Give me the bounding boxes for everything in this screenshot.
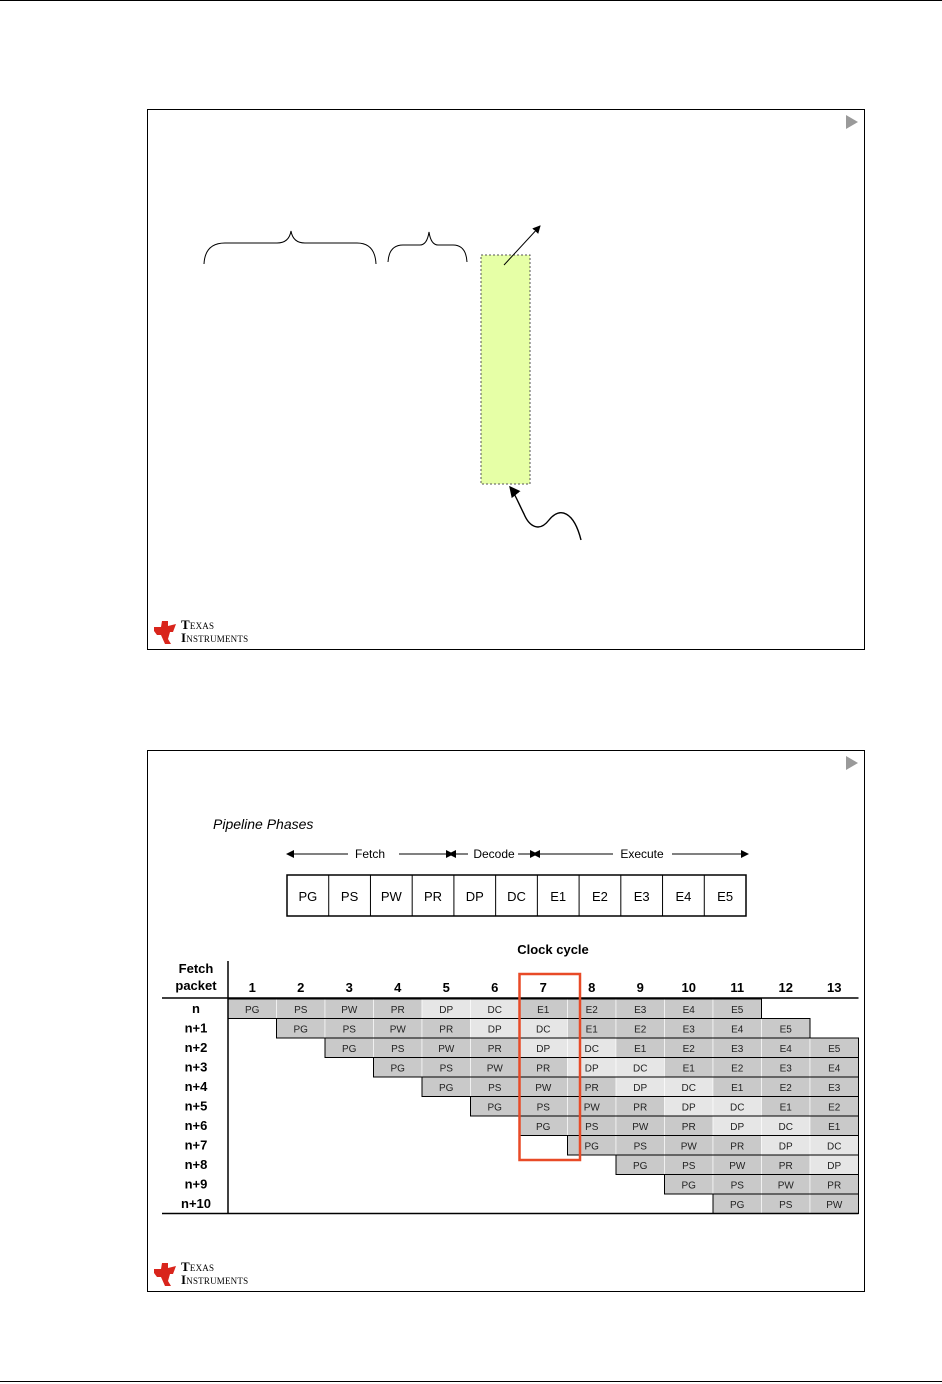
stage-label-pg: PG <box>487 1102 502 1114</box>
cycle-header-4: 4 <box>394 980 402 995</box>
packet-row-n+6 <box>519 1116 859 1136</box>
stage-label-dp: DP <box>681 1102 696 1114</box>
stage-label-ps: PS <box>294 1005 308 1016</box>
packet-row-n+10 <box>713 1194 859 1214</box>
packet-label-n+2: n+2 <box>184 1040 208 1055</box>
stage-label-ps: PS <box>536 1102 550 1114</box>
stage-label-pw: PW <box>486 1063 503 1075</box>
stage-label-pw: PW <box>729 1161 746 1172</box>
stage-label-pw: PW <box>535 1083 552 1094</box>
phase-pw: PW <box>380 889 402 904</box>
packet-row-n <box>228 999 762 1019</box>
stage-label-dc: DC <box>487 1005 502 1016</box>
stage-label-pr: PR <box>633 1102 648 1114</box>
packet-label-n+8: n+8 <box>184 1157 208 1172</box>
phase-pg: PG <box>298 889 318 904</box>
stage-label-pw: PW <box>826 1200 843 1211</box>
stage-label-ps: PS <box>730 1180 744 1192</box>
stage-label-pw: PW <box>777 1180 794 1192</box>
phase-e4: E4 <box>675 889 692 904</box>
cycle-header-9: 9 <box>636 980 644 995</box>
stage-label-e1: E1 <box>828 1122 841 1133</box>
row-header-fetch: Fetch <box>178 961 214 976</box>
cycle-header-5: 5 <box>442 980 450 995</box>
stage-label-pg: PG <box>681 1180 696 1192</box>
stage-label-dp: DP <box>827 1161 842 1172</box>
stage-label-pg: PG <box>536 1122 551 1133</box>
phase-e1: E1 <box>550 889 567 904</box>
phase-dp: DP <box>465 889 484 904</box>
stage-label-pr: PR <box>681 1122 696 1133</box>
group-label-decode: Decode <box>473 847 515 861</box>
stage-label-dc: DC <box>681 1083 696 1094</box>
phase-ps: PS <box>340 889 359 904</box>
packet-label-n+4: n+4 <box>184 1079 208 1094</box>
stage-label-e2: E2 <box>634 1024 647 1036</box>
stage-label-dc: DC <box>536 1024 551 1036</box>
packet-label-n: n <box>192 1001 200 1016</box>
stage-label-pg: PG <box>584 1141 599 1153</box>
stage-label-e1: E1 <box>682 1063 695 1075</box>
stage-label-e4: E4 <box>828 1063 841 1075</box>
decode-brace <box>388 232 467 262</box>
packet-label-n+5: n+5 <box>184 1098 208 1114</box>
cycle-header-11: 11 <box>730 980 745 995</box>
packet-label-n+10: n+10 <box>181 1196 211 1211</box>
stage-label-e2: E2 <box>731 1063 744 1075</box>
ti-logo <box>151 1258 269 1288</box>
stage-label-e1: E1 <box>634 1044 647 1055</box>
stage-label-ps: PS <box>585 1122 599 1133</box>
stage-label-dp: DP <box>633 1083 648 1094</box>
highlight-column <box>481 255 530 484</box>
stage-label-e3: E3 <box>731 1044 744 1055</box>
stage-label-pw: PW <box>438 1044 455 1055</box>
stage-label-pw: PW <box>583 1102 600 1114</box>
stage-label-dp: DP <box>584 1063 599 1075</box>
stage-label-pr: PR <box>730 1141 745 1153</box>
cycle-header-10: 10 <box>681 980 696 995</box>
stage-label-dp: DP <box>778 1141 793 1153</box>
cycle-header-8: 8 <box>588 980 596 995</box>
packet-label-n+6: n+6 <box>184 1118 208 1133</box>
phase-e5: E5 <box>717 889 734 904</box>
stage-label-pw: PW <box>632 1122 649 1133</box>
stage-label-pr: PR <box>778 1161 793 1172</box>
stage-label-ps: PS <box>682 1161 696 1172</box>
page-top-rule <box>0 0 942 1</box>
phase-e3: E3 <box>633 889 650 904</box>
cycle-header-3: 3 <box>345 980 353 995</box>
stage-label-e3: E3 <box>828 1083 841 1094</box>
page-bottom-rule <box>0 1381 942 1382</box>
phase-strip <box>287 875 746 916</box>
group-label-execute: Execute <box>620 847 664 861</box>
packet-row-n+3 <box>374 1058 859 1078</box>
stage-label-dc: DC <box>778 1122 793 1133</box>
stage-label-e5: E5 <box>828 1044 841 1055</box>
packet-row-n+8 <box>616 1155 859 1175</box>
stage-label-e4: E4 <box>682 1005 695 1016</box>
stage-label-dp: DP <box>536 1044 551 1055</box>
stage-label-ps: PS <box>633 1141 647 1153</box>
pipeline-diagram <box>148 751 866 1293</box>
slide-1-diagram <box>148 110 866 651</box>
stage-label-ps: PS <box>391 1044 405 1055</box>
stage-label-pw: PW <box>389 1024 406 1036</box>
stage-label-pg: PG <box>390 1063 405 1075</box>
stage-label-pg: PG <box>633 1161 648 1172</box>
stage-label-pg: PG <box>245 1005 260 1016</box>
stage-label-pg: PG <box>293 1024 308 1036</box>
packet-label-n+1: n+1 <box>184 1020 208 1036</box>
packet-label-n+3: n+3 <box>184 1059 208 1075</box>
stage-label-e2: E2 <box>682 1044 695 1055</box>
packet-row-n+9 <box>665 1175 859 1195</box>
stage-label-pw: PW <box>680 1141 697 1153</box>
stage-label-pr: PR <box>487 1044 502 1055</box>
stage-label-pr: PR <box>584 1083 599 1094</box>
stage-label-pr: PR <box>390 1005 405 1016</box>
ti-logo-icon <box>151 1260 179 1288</box>
stage-label-dc: DC <box>633 1063 648 1075</box>
stage-label-dc: DC <box>827 1141 842 1153</box>
ti-logo <box>151 616 269 646</box>
stage-label-ps: PS <box>342 1024 356 1036</box>
stage-label-e3: E3 <box>634 1005 647 1016</box>
stage-label-ps: PS <box>779 1200 793 1211</box>
ti-logo-icon <box>151 618 179 646</box>
stage-label-e1: E1 <box>537 1005 550 1016</box>
wavy-pointer <box>510 487 581 540</box>
stage-label-e1: E1 <box>731 1083 744 1094</box>
stage-label-ps: PS <box>488 1083 502 1094</box>
phase-e2: E2 <box>592 889 608 904</box>
stage-label-dc: DC <box>584 1044 599 1055</box>
stage-label-e3: E3 <box>779 1063 792 1075</box>
stage-label-e2: E2 <box>585 1005 598 1016</box>
stage-label-dp: DP <box>730 1122 745 1133</box>
cycle-header-12: 12 <box>778 980 793 995</box>
stage-label-e5: E5 <box>779 1024 792 1036</box>
packet-row-n+1 <box>277 1019 811 1039</box>
packet-label-n+9: n+9 <box>184 1176 208 1192</box>
stage-label-dp: DP <box>439 1005 454 1016</box>
cycle-header-2: 2 <box>297 980 305 995</box>
timing-table <box>162 942 859 1214</box>
stage-label-pr: PR <box>536 1063 551 1075</box>
packet-row-n+2 <box>325 1038 859 1058</box>
row-header-packet: packet <box>175 978 217 993</box>
stage-label-e2: E2 <box>828 1102 841 1114</box>
pipeline-title: Pipeline Phases <box>213 816 314 832</box>
group-label-fetch: Fetch <box>354 847 386 861</box>
cycle-header-1: 1 <box>248 980 256 995</box>
fetch-brace <box>204 231 376 264</box>
slide-2 <box>147 750 865 1292</box>
cycle-header-7: 7 <box>539 980 547 995</box>
ti-wordmark: TEXAS INSTRUMENTS <box>181 617 249 645</box>
stage-label-pg: PG <box>439 1083 454 1094</box>
cycle-header-6: 6 <box>491 980 499 995</box>
stage-label-e4: E4 <box>731 1024 744 1036</box>
packet-label-n+7: n+7 <box>184 1137 208 1153</box>
stage-label-e1: E1 <box>779 1102 792 1114</box>
stage-label-e1: E1 <box>585 1024 598 1036</box>
stage-label-pg: PG <box>342 1044 357 1055</box>
packet-row-n+5 <box>471 1097 859 1117</box>
stage-label-dc: DC <box>730 1102 745 1114</box>
phase-dc: DC <box>507 889 526 904</box>
packet-row-n+7 <box>568 1136 859 1156</box>
stage-label-e5: E5 <box>731 1005 744 1016</box>
stage-label-ps: PS <box>439 1063 453 1075</box>
stage-label-e3: E3 <box>682 1024 695 1036</box>
cycle-header-13: 13 <box>827 980 842 995</box>
packet-row-n+4 <box>422 1077 859 1097</box>
stage-label-pw: PW <box>341 1005 358 1016</box>
stage-label-e2: E2 <box>779 1083 792 1094</box>
stage-label-pr: PR <box>827 1180 842 1192</box>
phase-pr: PR <box>424 889 443 904</box>
stage-label-pg: PG <box>730 1200 745 1211</box>
stage-label-dp: DP <box>487 1024 502 1036</box>
slide-1 <box>147 109 865 650</box>
stage-label-pr: PR <box>439 1024 454 1036</box>
stage-label-e4: E4 <box>779 1044 792 1055</box>
clock-cycle-heading: Clock cycle <box>517 942 589 957</box>
ti-wordmark: TEXAS INSTRUMENTS <box>181 1259 249 1287</box>
